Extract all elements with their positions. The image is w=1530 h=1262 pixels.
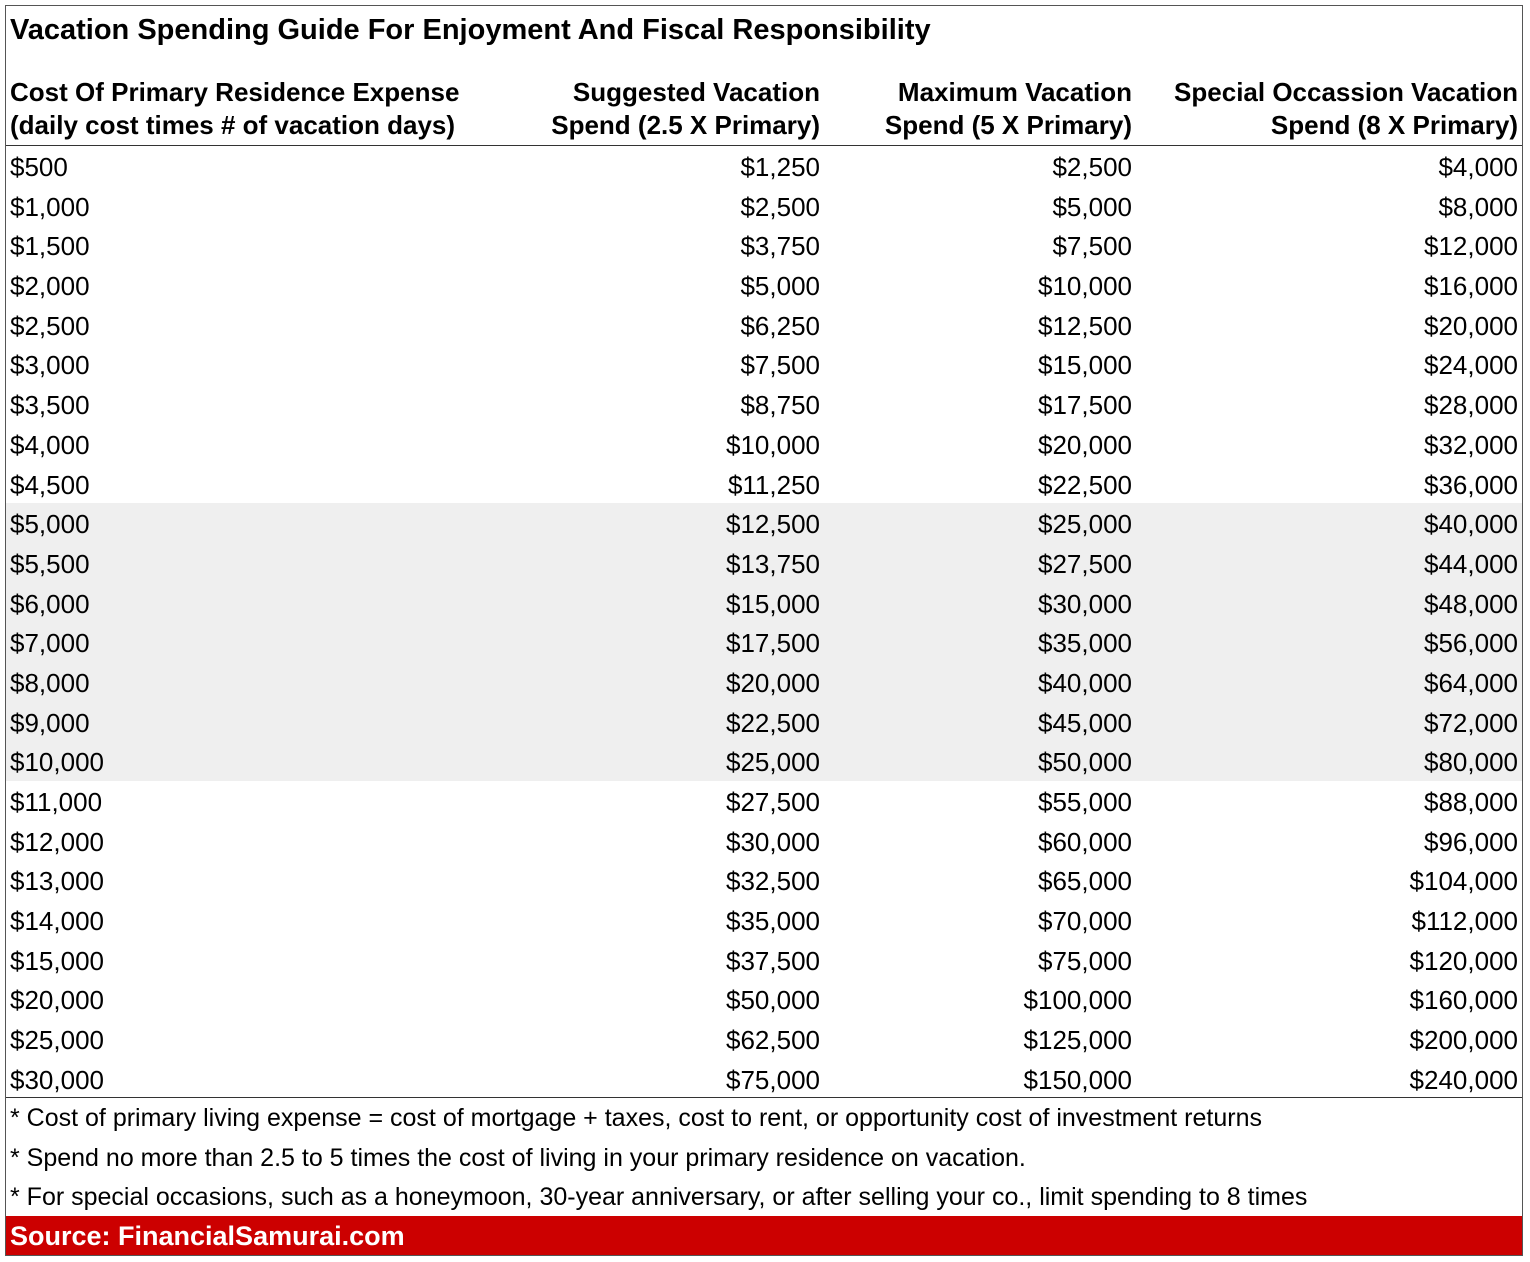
cell-maximum-spend: $10,000 (1038, 271, 1132, 302)
cell-maximum-spend: $50,000 (1038, 747, 1132, 778)
table-row (6, 384, 1522, 424)
cell-primary-cost: $4,500 (10, 469, 90, 500)
column-header-line: Suggested Vacation (572, 77, 820, 107)
column-header-line: Spend (5 X Primary) (884, 110, 1132, 140)
cell-special-occasion-spend: $40,000 (1424, 509, 1518, 540)
cell-primary-cost: $3,500 (10, 390, 90, 421)
cell-maximum-spend: $100,000 (1023, 985, 1132, 1016)
table-row (6, 305, 1522, 345)
cell-primary-cost: $1,500 (10, 231, 90, 262)
cell-primary-cost: $11,000 (10, 787, 103, 817)
cell-primary-cost: $30,000 (10, 1064, 104, 1095)
column-header-maximum (885, 76, 1132, 142)
column-header-suggested (551, 76, 820, 142)
cell-primary-cost: $13,000 (10, 866, 104, 897)
column-header-line: Cost Of Primary Residence Expense (10, 77, 460, 107)
table-row (6, 146, 1522, 186)
cell-suggested-spend: $22,500 (726, 707, 820, 738)
table-row (6, 741, 1522, 781)
cell-primary-cost: $5,000 (10, 509, 90, 540)
column-header-line: (daily cost times # of vacation days) (10, 110, 456, 140)
cell-special-occasion-spend: $16,000 (1424, 271, 1518, 302)
cell-primary-cost: $500 (10, 152, 68, 182)
cell-maximum-spend: $30,000 (1038, 588, 1132, 619)
cell-special-occasion-spend: $8,000 (1438, 191, 1518, 222)
cell-primary-cost: $9,000 (10, 707, 90, 738)
cell-special-occasion-spend: $112,000 (1411, 906, 1518, 937)
cell-suggested-spend: $15,000 (726, 588, 820, 619)
cell-primary-cost: $7,000 (10, 628, 90, 659)
cell-maximum-spend: $22,500 (1038, 469, 1132, 500)
cell-special-occasion-spend: $32,000 (1424, 429, 1518, 460)
cell-special-occasion-spend: $28,000 (1424, 390, 1518, 421)
cell-maximum-spend: $25,000 (1038, 509, 1132, 540)
cell-suggested-spend: $17,500 (726, 628, 820, 659)
cell-suggested-spend: $32,500 (726, 866, 820, 897)
cell-special-occasion-spend: $20,000 (1424, 310, 1518, 341)
table-row (6, 860, 1522, 900)
cell-suggested-spend: $8,750 (740, 390, 820, 421)
cell-special-occasion-spend: $88,000 (1424, 787, 1518, 817)
cell-suggested-spend: $75,000 (726, 1064, 820, 1095)
footnote: * For special occasions, such as a honeymoon, 30-year anniversary, or after selling your co., limit spending to 8 times (10, 1183, 1308, 1212)
table-row (6, 503, 1522, 543)
cell-maximum-spend: $55,000 (1038, 787, 1132, 817)
cell-special-occasion-spend: $240,000 (1409, 1064, 1518, 1095)
table-row (6, 186, 1522, 226)
table-row (6, 583, 1522, 623)
cell-suggested-spend: $27,500 (726, 787, 820, 817)
cell-special-occasion-spend: $24,000 (1424, 350, 1518, 381)
table-row (6, 265, 1522, 305)
cell-special-occasion-spend: $36,000 (1424, 469, 1518, 500)
cell-maximum-spend: $27,500 (1038, 548, 1132, 579)
footnote: * Spend no more than 2.5 to 5 times the cost of living in your primary residence on vacation. (10, 1143, 1026, 1172)
cell-maximum-spend: $17,500 (1038, 390, 1132, 421)
cell-primary-cost: $2,500 (10, 310, 90, 341)
table-row (6, 702, 1522, 742)
column-header-special-occasion (1174, 76, 1518, 142)
cell-suggested-spend: $5,000 (740, 271, 820, 302)
cell-suggested-spend: $30,000 (726, 826, 820, 857)
cell-primary-cost: $5,500 (10, 548, 90, 579)
cell-primary-cost: $15,000 (10, 945, 104, 976)
cell-special-occasion-spend: $80,000 (1424, 747, 1518, 778)
cell-primary-cost: $1,000 (10, 191, 90, 222)
cell-suggested-spend: $25,000 (726, 747, 820, 778)
cell-maximum-spend: $15,000 (1038, 350, 1132, 381)
cell-maximum-spend: $12,500 (1038, 310, 1132, 341)
table-row (6, 225, 1522, 265)
cell-maximum-spend: $150,000 (1023, 1064, 1132, 1095)
cell-maximum-spend: $35,000 (1038, 628, 1132, 659)
cell-suggested-spend: $20,000 (726, 667, 820, 698)
footnote: * Cost of primary living expense = cost of mortgage + taxes, cost to rent, or opportunity cost of investment returns (10, 1104, 1262, 1132)
cell-special-occasion-spend: $12,000 (1424, 231, 1518, 262)
cell-suggested-spend: $62,500 (726, 1025, 820, 1056)
cell-primary-cost: $25,000 (10, 1025, 104, 1056)
table-row (6, 979, 1522, 1019)
cell-special-occasion-spend: $64,000 (1424, 667, 1518, 698)
cell-maximum-spend: $70,000 (1038, 906, 1132, 937)
cell-suggested-spend: $11,250 (727, 469, 820, 500)
table-body (6, 146, 1522, 1099)
table-row (6, 543, 1522, 583)
cell-maximum-spend: $7,500 (1052, 231, 1132, 262)
source-banner: Source: FinancialSamurai.com (6, 1216, 1522, 1255)
cell-suggested-spend: $12,500 (726, 509, 820, 540)
cell-special-occasion-spend: $104,000 (1409, 866, 1518, 897)
cell-special-occasion-spend: $72,000 (1424, 707, 1518, 738)
cell-special-occasion-spend: $160,000 (1409, 985, 1518, 1016)
table-row (6, 900, 1522, 940)
column-header-line: Special Occassion Vacation (1174, 77, 1518, 107)
cell-maximum-spend: $20,000 (1038, 429, 1132, 460)
cell-special-occasion-spend: $4,000 (1438, 152, 1518, 182)
table-row (6, 344, 1522, 384)
column-header-row (6, 76, 1522, 146)
cell-primary-cost: $2,000 (10, 271, 90, 302)
cell-primary-cost: $6,000 (10, 588, 90, 619)
cell-primary-cost: $8,000 (10, 667, 90, 698)
cell-special-occasion-spend: $56,000 (1424, 628, 1518, 659)
cell-suggested-spend: $6,250 (740, 310, 820, 341)
cell-primary-cost: $12,000 (10, 826, 104, 857)
table-row (6, 1019, 1522, 1059)
cell-primary-cost: $4,000 (10, 429, 90, 460)
cell-maximum-spend: $65,000 (1038, 866, 1132, 897)
table-row (6, 464, 1522, 504)
column-header-primary-residence (10, 76, 459, 142)
cell-special-occasion-spend: $120,000 (1409, 945, 1518, 976)
cell-special-occasion-spend: $96,000 (1424, 826, 1518, 857)
footnotes (6, 1097, 1522, 1217)
table-row (6, 1059, 1522, 1099)
spending-guide-table (5, 5, 1523, 1256)
cell-maximum-spend: $2,500 (1052, 152, 1132, 182)
cell-special-occasion-spend: $48,000 (1424, 588, 1518, 619)
table-row (6, 622, 1522, 662)
cell-maximum-spend: $45,000 (1038, 707, 1132, 738)
cell-maximum-spend: $125,000 (1023, 1025, 1132, 1056)
cell-suggested-spend: $1,250 (740, 152, 820, 182)
cell-suggested-spend: $10,000 (726, 429, 820, 460)
cell-special-occasion-spend: $44,000 (1424, 548, 1518, 579)
table-title: Vacation Spending Guide For Enjoyment And Fiscal Responsibility (10, 14, 931, 46)
cell-primary-cost: $10,000 (10, 747, 104, 778)
table-row (6, 662, 1522, 702)
cell-suggested-spend: $50,000 (726, 985, 820, 1016)
table-row (6, 781, 1522, 821)
cell-suggested-spend: $3,750 (740, 231, 820, 262)
cell-maximum-spend: $75,000 (1038, 945, 1132, 976)
cell-suggested-spend: $7,500 (740, 350, 820, 381)
cell-primary-cost: $20,000 (10, 985, 104, 1016)
cell-primary-cost: $3,000 (10, 350, 90, 381)
table-row (6, 821, 1522, 861)
cell-suggested-spend: $13,750 (726, 548, 820, 579)
cell-special-occasion-spend: $200,000 (1409, 1025, 1518, 1056)
cell-suggested-spend: $35,000 (726, 906, 820, 937)
cell-maximum-spend: $60,000 (1038, 826, 1132, 857)
cell-primary-cost: $14,000 (10, 906, 104, 937)
cell-maximum-spend: $40,000 (1038, 667, 1132, 698)
cell-suggested-spend: $37,500 (726, 945, 820, 976)
cell-maximum-spend: $5,000 (1052, 191, 1132, 222)
column-header-line: Spend (8 X Primary) (1270, 110, 1518, 140)
column-header-line: Spend (2.5 X Primary) (551, 110, 820, 140)
cell-suggested-spend: $2,500 (740, 191, 820, 222)
table-row (6, 424, 1522, 464)
column-header-line: Maximum Vacation (897, 77, 1132, 107)
table-row (6, 940, 1522, 980)
